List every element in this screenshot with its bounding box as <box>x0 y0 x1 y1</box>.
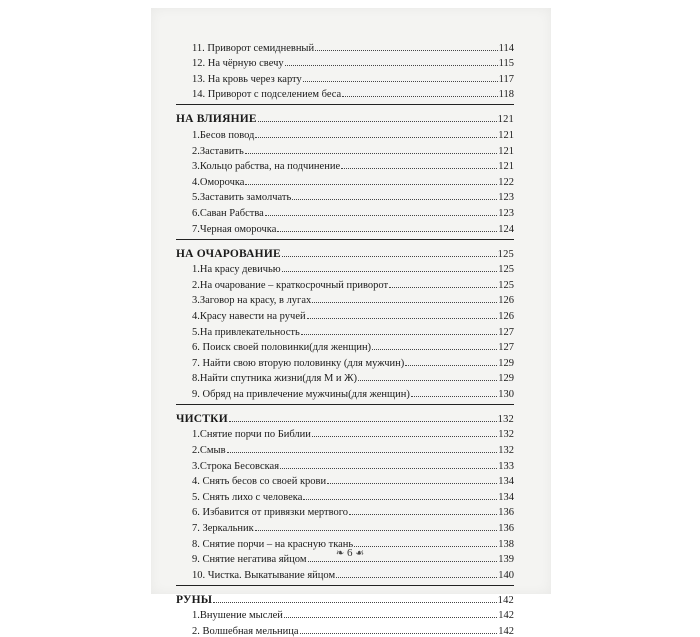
toc-entry <box>176 338 514 354</box>
section-heading-title: РУНЫ <box>176 593 213 606</box>
dot-leader <box>372 349 497 350</box>
toc-entry-title: 1.Снятие порчи по Библии <box>192 429 311 441</box>
toc-entry <box>176 260 514 276</box>
dot-leader <box>255 137 497 138</box>
toc-entry-page: 125 <box>498 264 514 276</box>
toc-entry-title: 10. Чистка. Выкатывание яйцом <box>192 569 336 581</box>
toc-entry-page: 122 <box>498 176 514 188</box>
toc-section <box>176 38 514 100</box>
section-divider <box>176 239 514 240</box>
toc-entry <box>176 125 514 141</box>
toc-entry-title: 9. Снятие негатива яйцом <box>192 554 307 566</box>
dot-leader <box>284 617 497 618</box>
dot-leader <box>300 633 498 634</box>
toc-entry <box>176 606 514 622</box>
toc-entry-title: 5. Снять лихо с человека <box>192 491 303 503</box>
section-heading-title: НА ОЧАРОВАНИЕ <box>176 247 281 260</box>
dot-leader <box>342 96 497 97</box>
dot-leader <box>285 65 498 66</box>
toc-entry <box>176 306 514 322</box>
toc-entry <box>176 157 514 173</box>
toc-entry <box>176 188 514 204</box>
dot-leader <box>312 302 497 303</box>
toc-entry <box>176 621 514 637</box>
toc-entry-page: 142 <box>498 626 514 637</box>
toc-entry-title: 7.Черная оморочка <box>192 223 277 235</box>
toc-entry-title: 2.Смыв <box>192 445 226 457</box>
section-divider <box>176 404 514 405</box>
toc-entry-title: 3.Кольцо рабства, на подчинение <box>192 161 341 173</box>
toc-entry-title: 8.Найти спутника жизни(для М и Ж) <box>192 373 358 385</box>
toc-entry <box>176 54 514 70</box>
section-heading <box>176 243 514 260</box>
section-heading <box>176 108 514 125</box>
toc-entry <box>176 369 514 385</box>
toc-entry-page: 133 <box>498 460 514 472</box>
toc-entry <box>176 384 514 400</box>
toc-entry <box>176 503 514 519</box>
section-divider <box>176 104 514 105</box>
dot-leader <box>349 514 497 515</box>
dot-leader <box>277 231 497 232</box>
dot-leader <box>336 577 497 578</box>
dot-leader <box>227 452 498 453</box>
toc-entry-page: 132 <box>498 445 514 457</box>
dot-leader <box>292 199 497 200</box>
toc-entry-page: 138 <box>498 538 514 550</box>
toc-entry-title: 6.Саван Рабства <box>192 207 264 219</box>
toc-entry-title: 3.Заговор на красу, в лугах <box>192 295 312 307</box>
toc-entry-title: 12. На чёрную свечу <box>192 58 284 70</box>
toc-entry <box>176 472 514 488</box>
toc-entry-page: 136 <box>498 523 514 535</box>
footer-ornament-left: ❧ <box>335 548 345 559</box>
footer-ornament-right: ☙ <box>355 548 365 559</box>
section-heading-page: 125 <box>497 248 514 260</box>
toc-entry-title: 11. Приворот семидневный <box>192 42 315 54</box>
toc-entry-page: 125 <box>498 279 514 291</box>
toc-entry <box>176 219 514 235</box>
toc-entry-title: 1.Бесов повод <box>192 129 255 141</box>
toc-entry <box>176 353 514 369</box>
toc-entry <box>176 69 514 85</box>
toc-entry-title: 5.На привлекательность <box>192 326 300 338</box>
dot-leader <box>307 318 498 319</box>
toc-entry <box>176 322 514 338</box>
toc-entry-title: 7. Зеркальник <box>192 523 254 535</box>
dot-leader <box>411 396 497 397</box>
toc-entry <box>176 440 514 456</box>
toc-entry-title: 2. Волшебная мельница <box>192 626 299 637</box>
toc-entry <box>176 518 514 534</box>
toc-entry <box>176 172 514 188</box>
section-heading-title: НА ВЛИЯНИЕ <box>176 113 257 126</box>
toc-entry-page: 127 <box>498 342 514 354</box>
toc-entry-title: 4. Снять бесов со своей крови <box>192 476 327 488</box>
section-heading <box>176 589 514 606</box>
toc-entry-title: 8. Снятие порчи – на красную ткань <box>192 538 354 550</box>
toc-entry <box>176 38 514 54</box>
toc-entry-page: 142 <box>498 610 514 622</box>
toc-entry-page: 121 <box>498 161 514 173</box>
toc-entry-page: 126 <box>498 295 514 307</box>
dot-leader <box>303 81 498 82</box>
toc-entry <box>176 565 514 581</box>
section-heading <box>176 408 514 425</box>
toc-entry-page: 140 <box>498 569 514 581</box>
toc-entry <box>176 203 514 219</box>
toc-entry-title: 2.Заставить <box>192 145 244 157</box>
dot-leader <box>245 153 497 154</box>
dot-leader <box>303 499 497 500</box>
dot-leader <box>312 436 497 437</box>
toc-entry-page: 121 <box>498 145 514 157</box>
toc-entry-page: 126 <box>498 310 514 322</box>
toc-entry <box>176 291 514 307</box>
toc-section <box>176 104 514 234</box>
dot-leader <box>258 121 497 122</box>
toc-entry-title: 9. Обряд на привлечение мужчины(для женщин) <box>192 388 410 400</box>
toc-entry-title: 4.Красу навести на ручей <box>192 310 306 322</box>
toc-entry-page: 129 <box>498 357 514 369</box>
dot-leader <box>265 215 497 216</box>
toc-entry-page: 134 <box>498 476 514 488</box>
toc-entry-page: 127 <box>498 326 514 338</box>
dot-leader <box>282 271 498 272</box>
toc-entry-title: 5.Заставить замолчать <box>192 192 292 204</box>
page-footer <box>300 547 400 559</box>
dot-leader <box>245 184 497 185</box>
toc-entry-title: 1.На красу девичью <box>192 264 281 276</box>
toc-entry <box>176 141 514 157</box>
toc-entry-page: 132 <box>498 429 514 441</box>
toc-entry-title: 1.Внушение мыслей <box>192 610 283 622</box>
toc-entry-title: 4.Оморочка <box>192 176 245 188</box>
toc-entry-page: 117 <box>498 73 514 85</box>
toc-entry-page: 121 <box>498 129 514 141</box>
toc-entry-title: 3.Строка Бесовская <box>192 460 280 472</box>
toc-section <box>176 239 514 400</box>
section-heading-page: 121 <box>497 114 514 126</box>
toc-entry-page: 129 <box>498 373 514 385</box>
dot-leader <box>213 602 496 603</box>
toc-entry-title: 13. На кровь через карту <box>192 73 302 85</box>
dot-leader <box>301 334 498 335</box>
toc-entry-title: 14. Приворот с подселением беса <box>192 89 342 101</box>
dot-leader <box>308 561 498 562</box>
section-heading-title: ЧИСТКИ <box>176 412 228 425</box>
dot-leader <box>405 365 497 366</box>
dot-leader <box>255 530 498 531</box>
section-heading-page: 142 <box>497 594 514 606</box>
dot-leader <box>389 287 497 288</box>
toc-entry-page: 115 <box>498 58 514 70</box>
toc-entry <box>176 275 514 291</box>
toc-entry <box>176 487 514 503</box>
dot-leader <box>315 50 498 51</box>
toc-entry-title: 6. Избавится от привязки мертвого <box>192 507 349 519</box>
toc-entry-page: 114 <box>498 42 514 54</box>
page-number: 6 <box>346 547 353 559</box>
dot-leader <box>280 468 497 469</box>
toc-entry-page: 124 <box>498 223 514 235</box>
dot-leader <box>282 256 497 257</box>
dot-leader <box>341 168 497 169</box>
toc-entry-page: 139 <box>498 554 514 566</box>
toc-entry <box>176 425 514 441</box>
toc-entry-page: 130 <box>498 388 514 400</box>
section-divider <box>176 585 514 586</box>
toc-entry-page: 134 <box>498 491 514 503</box>
toc-entry-page: 123 <box>498 192 514 204</box>
section-heading-page: 132 <box>497 413 514 425</box>
toc-entry <box>176 85 514 101</box>
toc-entry-page: 123 <box>498 207 514 219</box>
toc-entry-title: 2.На очарование – краткосрочный приворот <box>192 279 389 291</box>
dot-leader <box>358 380 497 381</box>
toc-entry-title: 7. Найти свою вторую половинку (для мужчин) <box>192 357 405 369</box>
toc-entry-title: 6. Поиск своей половинки(для женщин) <box>192 342 372 354</box>
toc-entry-page: 118 <box>498 89 514 101</box>
dot-leader <box>327 483 497 484</box>
toc-entry-page: 136 <box>498 507 514 519</box>
toc-section <box>176 585 514 637</box>
toc-entry <box>176 456 514 472</box>
dot-leader <box>229 421 497 422</box>
